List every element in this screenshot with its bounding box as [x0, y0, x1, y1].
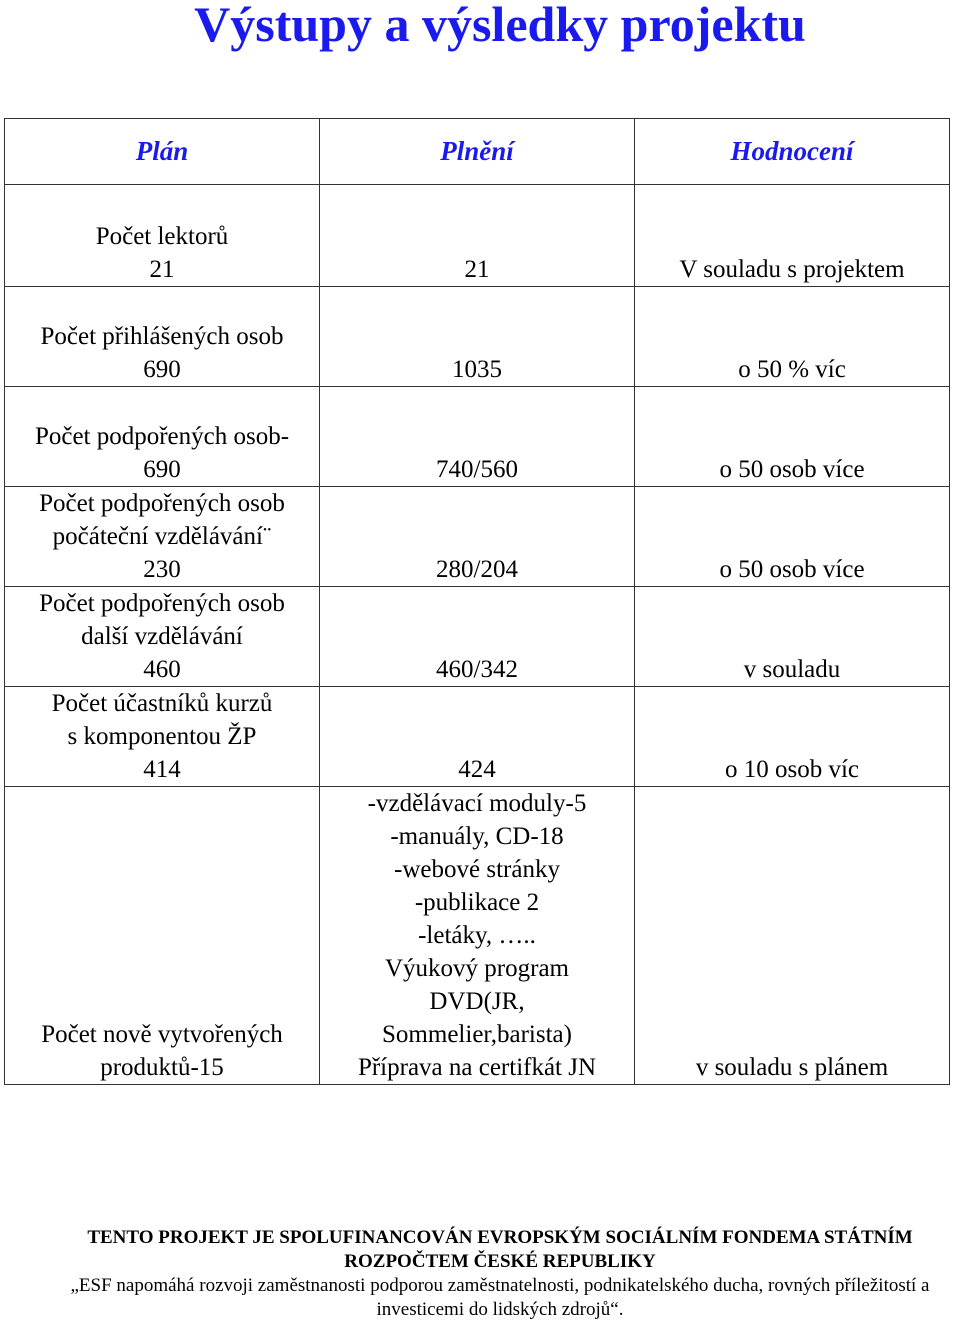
cell-hodnoceni: v souladu s plánem [635, 787, 950, 1085]
table-row [5, 387, 950, 487]
table-row [5, 587, 950, 687]
cell-plan: Počet podpořených osob počáteční vzdělávání¨ 230 [5, 487, 320, 587]
cell-hodnoceni: o 50 osob více [635, 387, 950, 487]
footer [0, 1226, 960, 1322]
cell-plan: Počet lektorů 21 [5, 185, 320, 287]
cell-plneni: 280/204 [320, 487, 635, 587]
cell-plan: Počet účastníků kurzů s komponentou ŽP 414 [5, 687, 320, 787]
page-title: Výstupy a výsledky projektu [194, 0, 806, 52]
header-plan: Plán [5, 119, 320, 185]
cell-plneni: 1035 [320, 287, 635, 387]
cell-plan: Počet přihlášených osob 690 [5, 287, 320, 387]
cell-plneni: 21 [320, 185, 635, 287]
header-plneni: Plnění [320, 119, 635, 185]
cell-hodnoceni: o 50 osob více [635, 487, 950, 587]
cell-hodnoceni: V souladu s projektem [635, 185, 950, 287]
table-header-row [5, 119, 950, 185]
cell-plneni: 460/342 [320, 587, 635, 687]
cell-hodnoceni: o 50 % víc [635, 287, 950, 387]
table-row [5, 287, 950, 387]
cell-plneni: 424 [320, 687, 635, 787]
cell-plan: Počet nově vytvořených produktů-15 [5, 787, 320, 1085]
cell-plneni: -vzdělávací moduly-5 -manuály, CD-18 -webové stránky -publikace 2 -letáky, ….. Výukový program DVD(JR, Sommelier,barista) Příprava na certifkát JN [320, 787, 635, 1085]
table-row [5, 185, 950, 287]
cell-hodnoceni: v souladu [635, 587, 950, 687]
cofinancing-notice: TENTO PROJEKT JE SPOLUFINANCOVÁN EVROPSKÝM SOCIÁLNÍM FONDEMA STÁTNÍM ROZPOČTEM ČESKÉ REPUBLIKY [87, 1227, 913, 1272]
header-hodnoceni: Hodnocení [635, 119, 950, 185]
table-row [5, 787, 950, 1085]
esf-slogan: „ESF napomáhá rozvoji zaměstnanosti podporou zaměstnatelnosti, podnikatelského ducha, rovných příležitostí a investicemi do lidských zdrojů“. [70, 1275, 930, 1320]
table-row [5, 487, 950, 587]
cell-plneni: 740/560 [320, 387, 635, 487]
cell-plan: Počet podpořených osob další vzdělávání 460 [5, 587, 320, 687]
cell-hodnoceni: o 10 osob víc [635, 687, 950, 787]
table-row [5, 687, 950, 787]
results-table [4, 118, 950, 1085]
cell-plan: Počet podpořených osob- 690 [5, 387, 320, 487]
